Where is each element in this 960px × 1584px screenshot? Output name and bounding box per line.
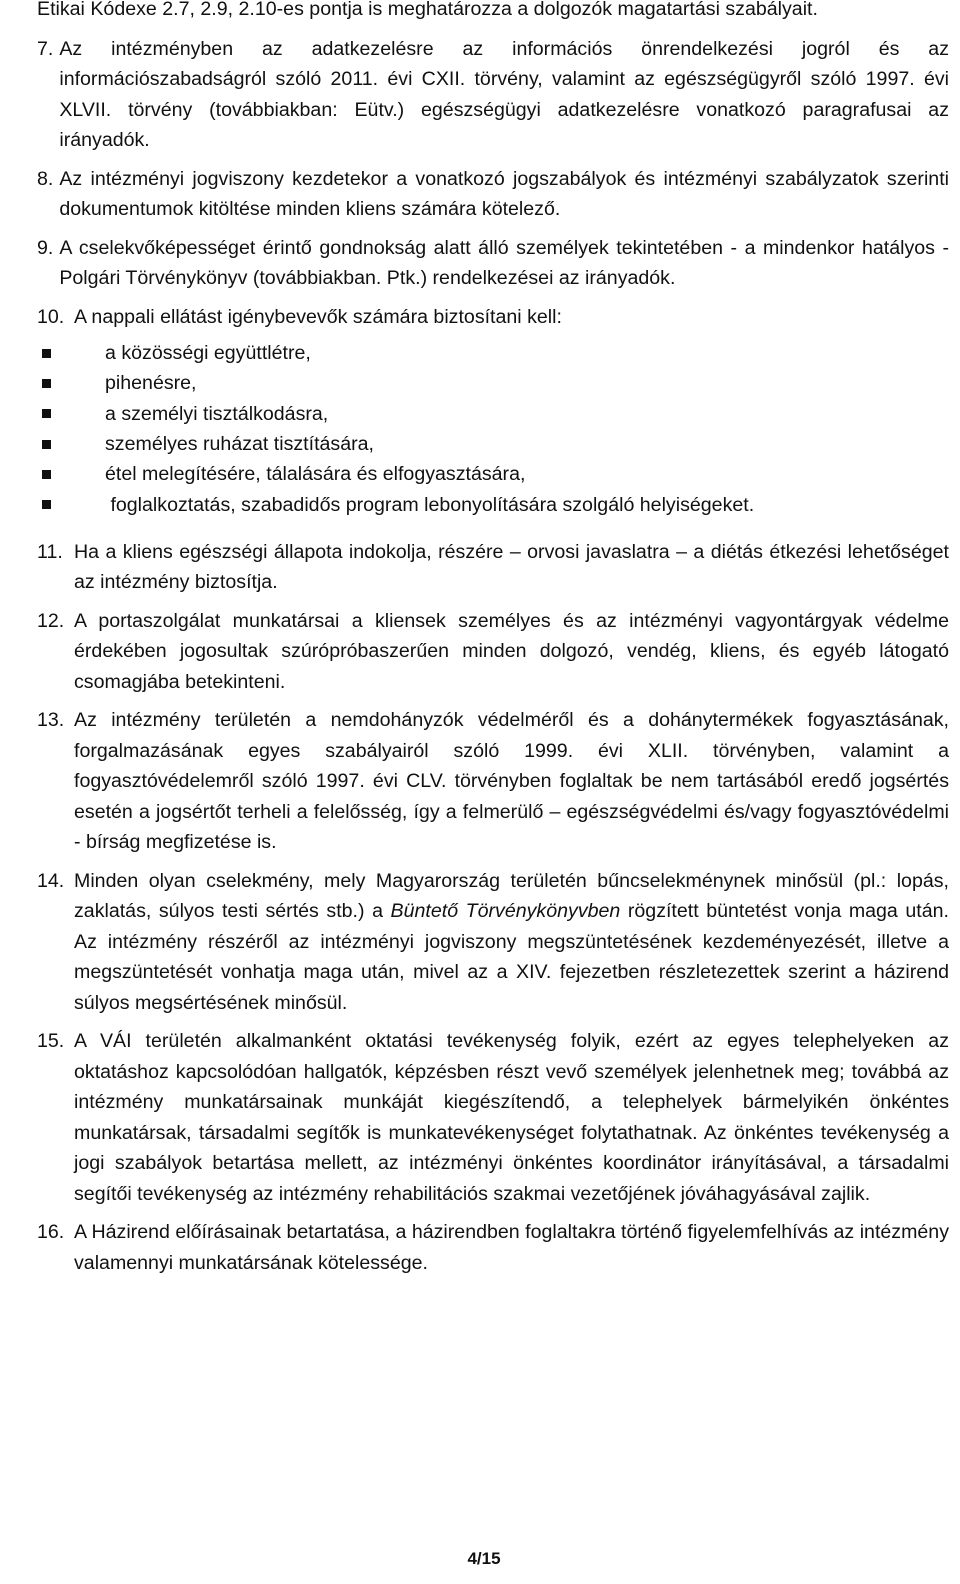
- list-item-16: [37, 1217, 949, 1278]
- bullet-item: személyes ruházat tisztítására,: [37, 429, 949, 459]
- list-item-7: [37, 34, 949, 156]
- square-bullet-icon: [42, 440, 51, 449]
- bullet-item: a személyi tisztálkodásra,: [37, 399, 949, 429]
- item-number: 9.: [37, 236, 54, 259]
- bullet-item: foglalkoztatás, szabadidős program lebonyolítására szolgáló helyiségeket.: [37, 489, 949, 519]
- item-text: Az intézmény területén a nemdohányzók védelméről és a dohánytermékek fogyasztásának, forgalmazásának egyes szabályairól szóló 1999. évi XLII. törvényben, valamint a fogyasztóvédelemről szóló 1997. évi CLV. törvényben foglaltak be nem tartásából eredő jogsértés esetén a jogsértőt terheli a felelősség, így a felmerülő – egészségvédelmi és/vagy fogyasztóvédelmi - bírság megfizetése is.: [74, 709, 949, 854]
- list-item-15: [37, 1026, 949, 1209]
- list-item-13: [37, 705, 949, 858]
- square-bullet-icon: [42, 349, 51, 358]
- square-bullet-icon: [42, 379, 51, 388]
- list-item-11: [37, 537, 949, 598]
- item-number: 15.: [37, 1030, 65, 1053]
- list-item-14: [37, 866, 949, 1019]
- bullet-item: a közösségi együttlétre,: [37, 338, 949, 368]
- page-footer: [0, 1549, 960, 1569]
- item-text: A portaszolgálat munkatársai a kliensek személyes és az intézményi vagyontárgyak védelme érdekében jogosultak szúrópróbaszerűen minden dolgozó, vendég, kliens, és egyéb látogató csomagjába betekinteni.: [74, 609, 949, 693]
- bullet-item: étel melegítésére, tálalására és elfogyasztására,: [37, 459, 949, 489]
- item-number: 12.: [37, 609, 65, 632]
- item-text: A Házirend előírásainak betartatása, a házirendben foglaltakra történő figyelemfelhívás az intézmény valamennyi munkatársának kötelessége.: [74, 1221, 949, 1274]
- list-item-12: [37, 606, 949, 698]
- item-text: Minden olyan cselekmény, mely Magyarország területén bűncselekménynek minősül (pl.: lopás, zaklatás, súlyos testi sértés stb.) a Büntető Törvénykönyvben rögzített büntetést vonja maga után. Az intézmény részéről az intézményi jogviszony megszüntetésének kezdeményezését, illetve a megszüntetését vonhatja maga után, mivel az a XIV. fejezetben részletezettek szerint a házirend súlyos megsértésének minősül.: [74, 869, 949, 1014]
- list-item-10: [37, 302, 949, 333]
- page-number: 4/15: [467, 1549, 501, 1568]
- item-number: 10.: [37, 305, 65, 328]
- square-bullet-icon: [42, 470, 51, 479]
- item-number: 8.: [37, 167, 54, 190]
- item-text: Az intézményi jogviszony kezdetekor a vonatkozó jogszabályok és intézményi szabályzatok szerinti dokumentumok kitöltése minden kliens számára kötelező.: [59, 167, 949, 220]
- item-text: Az intézményben az adatkezelésre az információs önrendelkezési jogról és az információszabadságról szóló 2011. évi CXII. törvény, valamint az egészségügyről szóló 1997. évi XLVII. törvény (továbbiakban: Eütv.) egészségügyi adatkezelésre vonatkozó paragrafusai az irányadók.: [59, 37, 949, 151]
- square-bullet-icon: [42, 409, 51, 418]
- bullet-item: pihenésre,: [37, 368, 949, 398]
- document-page: [37, 0, 949, 1286]
- list-item-8: [37, 164, 949, 225]
- italic-law-name: Büntető Törvénykönyvben: [390, 900, 621, 923]
- item-text: Ha a kliens egészségi állapota indokolja, részére – orvosi javaslatra – a diétás étkezési lehetőséget az intézmény biztosítja.: [74, 540, 949, 594]
- item-number: 7.: [37, 37, 54, 60]
- item-number: 13.: [37, 709, 65, 732]
- item-number: 11.: [37, 540, 63, 563]
- list-item-9: [37, 233, 949, 294]
- square-bullet-icon: [42, 500, 51, 509]
- item-text: A nappali ellátást igénybevevők számára biztosítani kell:: [74, 305, 562, 328]
- item-number: 14.: [37, 869, 65, 892]
- item-number: 16.: [37, 1221, 65, 1244]
- intro-paragraph: Etikai Kódexe 2.7, 2.9, 2.10-es pontja is meghatározza a dolgozók magatartási szabályait.: [37, 0, 818, 20]
- item-text: A cselekvőképességet érintő gondnokság alatt álló személyek tekintetében - a mindenkor hatályos - Polgári Törvénykönyv (továbbiakban. Ptk.) rendelkezései az irányadók.: [59, 236, 949, 289]
- item-text: A VÁI területén alkalmanként oktatási tevékenység folyik, ezért az egyes telephelyeken az oktatáshoz kapcsolódóan hallgatók, képzésben részt vevő személyek jelenhetnek meg; továbbá az intézmény munkatársainak munkáját kiegészítendő, a telephelyek bármelyikén önkéntes munkatársak, társadalmi segítők is munkatevékenységet folytathatnak. Az önkéntes tevékenység a jogi szabályok betartása mellett, az intézményi önkéntes koordinátor irányításával, a társadalmi segítői tevékenység az intézmény rehabilitációs szakmai vezetőjének jóváhagyásával zajlik.: [74, 1030, 949, 1205]
- facility-bullet-list: [37, 338, 949, 520]
